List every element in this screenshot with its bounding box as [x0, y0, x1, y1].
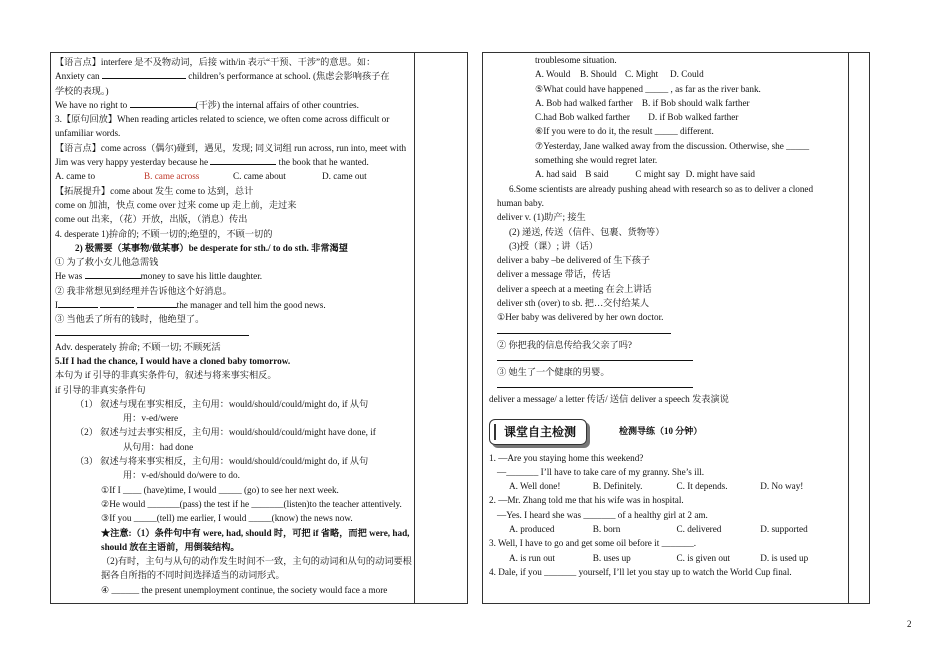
text-line: 【语言点】interfere 是不及物动词，后接 with/in 表示“干预、干涉”的意思。如：: [55, 57, 376, 67]
option: B. uses up: [592, 552, 631, 563]
text-line: C.had Bob walked farther D. if Bob walked farther: [535, 112, 739, 123]
text-line: ③ 她生了一个健康的男婴。: [497, 366, 610, 377]
text-line: (3)授（课）; 讲（话）: [509, 240, 599, 251]
text-line: （2） 叙述与过去事实相反，主句用：would/should/could/might have done, if: [75, 427, 376, 438]
option: D. supported: [760, 524, 808, 535]
text-line: if 引导的非真实条件句: [55, 384, 146, 395]
text-line: deliver a message/ a letter 传话/ 送信 deliver a speech 发表演说: [489, 394, 729, 405]
text-line: deliver v. (1)助产; 接生: [497, 212, 586, 223]
option: B. born: [592, 524, 621, 535]
text-line: come on 加油，快点 come over 过来 come up 走上前，走过来: [55, 199, 297, 210]
text-line: deliver sth (over) to sb. 把…交付给某人: [497, 298, 650, 309]
text-line: ④ ______ the present unemployment continue, the society would face a more: [101, 584, 388, 595]
text-line: ③If you _____(tell) me earlier, I would _____(know) the news now.: [101, 513, 353, 524]
text-line: ★注意:（1）条件句中有 were, had, should 时，可把 if 省略，而把 were, had,: [101, 527, 410, 538]
option: A. came to: [55, 171, 96, 182]
blank: [210, 155, 276, 165]
text-line: 用：v-ed/should do/were to do.: [123, 470, 240, 481]
text-line: We have no right to (干涉) the internal affairs of other countries.: [55, 99, 359, 110]
text-line: 6.Some scientists are already pushing ahead with research so as to deliver a cloned: [509, 183, 814, 194]
text-line: ① 为了救小女儿他急需钱: [55, 257, 159, 268]
blank: [137, 298, 177, 308]
options-row: [489, 479, 844, 493]
text-line: ⑤What could have happened _____ , as far as the river bank.: [535, 83, 761, 94]
question: 2. —Mr. Zhang told me that his wife was in hospital.: [489, 495, 684, 506]
blank: [130, 98, 196, 108]
text-line: unfamiliar words.: [55, 128, 121, 139]
text-line: 从句用：had done: [123, 441, 194, 452]
left-panel: [50, 52, 468, 604]
question: 3. Well, I have to go and get some oil before it _______.: [489, 538, 697, 549]
text-line: Jim was very happy yesterday because he the book that he wanted.: [55, 157, 369, 168]
option: D. Could: [670, 69, 704, 80]
question-line: —_______ I’ll have to take care of my granny. She’s ill.: [497, 466, 705, 477]
options-row: [55, 169, 411, 183]
option: A. is run out: [509, 552, 555, 563]
options-row: [489, 551, 844, 565]
option: D. No way!: [760, 481, 804, 492]
left-content: [51, 53, 415, 603]
question-line: —Yes. I heard she was _______ of a healthy girl at 2 am.: [497, 509, 708, 520]
section-badge: 课堂自主检测: [489, 419, 587, 445]
option: C. delivered: [676, 524, 722, 535]
blank: [100, 298, 134, 308]
answer-line: [497, 325, 671, 334]
answer-line: [55, 327, 249, 336]
text-line: (2) 递送, 传送（信件、包裹、货物等）: [509, 226, 665, 237]
option: B. came across: [144, 171, 200, 182]
option: A. Well done!: [509, 481, 561, 492]
text-line: human baby.: [497, 197, 544, 208]
text-line: 【拓展提升】come about 发生 come to 达到，总计: [55, 185, 254, 196]
text-line: ①Her baby was delivered by her own doctor.: [497, 312, 664, 323]
option: B said: [585, 169, 609, 180]
page-number: 2: [907, 619, 912, 629]
text-line: 据各自所指的不同时间选择适当的动词形式。: [101, 570, 285, 581]
text-line: ⑥If you were to do it, the result _____ different.: [535, 126, 714, 137]
text-line: （1） 叙述与现在事实相反，主句用：would/should/could/might do, if 从句: [75, 398, 369, 409]
text-line: 本句为 if 引导的非真实条件句，叙述与将来事实相反。: [55, 370, 277, 381]
text-line: ①If I ____ (have)time, I would _____ (go) to see her next week.: [101, 484, 339, 495]
text-line: He was money to save his little daughter.: [55, 271, 263, 282]
text-line: （3） 叙述与将来事实相反，主句用：would/should/could/might do, if 从句: [75, 456, 369, 467]
right-content: [483, 53, 849, 603]
text-line: Adv. desperately 拚命; 不顾一切; 不顾死活: [55, 341, 221, 352]
text-line: deliver a speech at a meeting 在会上讲话: [497, 283, 652, 294]
section-subtitle: 检测导练（10 分钟）: [619, 426, 703, 437]
text-line: I the manager and tell him the good news.: [55, 300, 326, 311]
text-line: ③ 当他丢了所有的钱时，他绝望了。: [55, 314, 205, 325]
option: C. is given out: [676, 552, 731, 563]
text-line: （2)有时，主句与从句的动作发生时间不一致，主句的动词和从句的动词要根: [101, 556, 412, 567]
option: A. Would: [535, 69, 571, 80]
option: D. might have said: [685, 169, 756, 180]
options-row: [489, 67, 715, 81]
answer-line: [497, 379, 693, 388]
option: B. Definitely.: [592, 481, 643, 492]
text-line: deliver a message 带话，传话: [497, 269, 611, 280]
text-line: 用：v-ed/were: [123, 413, 179, 424]
text-line: ② 我非常想见到经理并告诉他这个好消息。: [55, 285, 232, 296]
option: A. had said: [535, 169, 577, 180]
right-panel: [482, 52, 870, 604]
text-line: should 放在主语前，用倒装结构。: [101, 541, 240, 552]
option: C. It depends.: [676, 481, 728, 492]
text-line: 【语言点】come across（偶尔)碰到，遇见，发现; 同义词组 run across, run into, meet with: [55, 142, 407, 153]
blank: [85, 269, 141, 279]
option: C might say: [635, 169, 680, 180]
blank: [102, 69, 186, 79]
text-line: deliver a baby –be delivered of 生下孩子: [497, 255, 651, 266]
text-line: A. Bob had walked farther B. if Bob should walk farther: [535, 97, 750, 108]
text-line: 5.If I had the chance, I would have a cloned baby tomorrow.: [55, 355, 291, 366]
question: 1. —Are you staying home this weekend?: [489, 452, 644, 463]
text-line: 3.【原句回放】When reading articles related to science, we often come across difficult or: [55, 114, 390, 125]
option: C. Might: [625, 69, 659, 80]
answer-line: [497, 352, 693, 361]
options-row: [489, 167, 755, 181]
text-line: ②He would _______(pass) the test if he _______(listen)to the teacher attentively.: [101, 498, 402, 509]
option: D. came out: [322, 171, 367, 182]
blank: [58, 298, 98, 308]
option: D. is used up: [760, 552, 809, 563]
text-line: ⑦Yesterday, Jane walked away from the discussion. Otherwise, she _____: [535, 140, 810, 151]
text-line: ② 你把我的信息传给我父亲了吗?: [497, 339, 632, 350]
option: C. came about: [233, 171, 286, 182]
options-row: [489, 522, 844, 536]
text-line: 2) 极需要（某事物/做某事）be desperate for sth./ to do sth. 非常渴望: [75, 242, 348, 253]
option: B. Should: [580, 69, 617, 80]
text-line: troublesome situation.: [535, 55, 617, 65]
text-line: 4. desperate 1)拚命的; 不顾一切的;绝望的，不顾一切的: [55, 228, 273, 239]
text-line: Anxiety can children’s performance at school. (焦虑会影响孩子在: [55, 71, 390, 82]
text-line: 学校的表现。): [55, 85, 109, 96]
option: A. produced: [509, 524, 555, 535]
text-line: something she would regret later.: [535, 155, 658, 166]
section-header: [489, 419, 844, 445]
text-line: come out 出来，（花）开放，出版，（消息）传出: [55, 214, 248, 225]
question: 4. Dale, if you _______ yourself, I’ll let you stay up to watch the World Cup final.: [489, 566, 792, 577]
